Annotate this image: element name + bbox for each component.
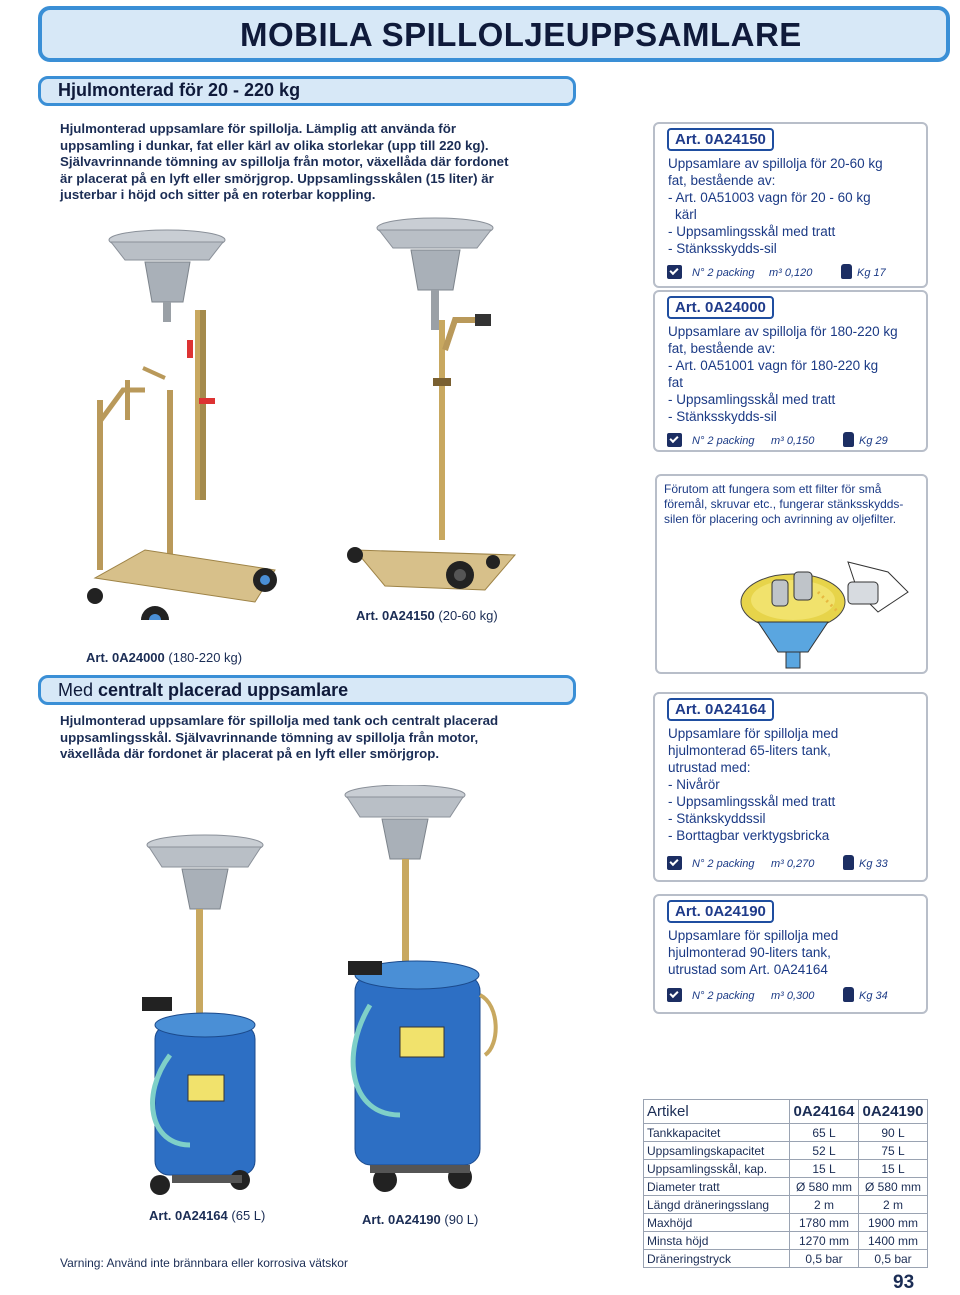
desc-line: - Nivårör xyxy=(668,777,720,792)
page-title: MOBILA SPILLOLJEUPPSAMLARE xyxy=(240,16,802,53)
box-icon xyxy=(667,265,682,279)
desc-line: Uppsamlare av spillolja för 20-60 kg xyxy=(668,156,883,171)
weight-icon xyxy=(841,264,852,279)
table-row xyxy=(644,1160,928,1178)
table-cell: 1400 mm xyxy=(859,1232,928,1250)
desc-line: - Stänkskyddssil xyxy=(668,811,766,826)
caption-size: (65 L) xyxy=(227,1208,266,1223)
desc-line: hjulmonterad 90-liters tank, xyxy=(668,945,831,960)
table-cell: Uppsamlingskapacitet xyxy=(644,1142,790,1160)
intro-line: Självavrinnande tömning av spillolja från motor, växellåda där fordonet xyxy=(60,154,509,169)
caption-art: Art. 0A24190 xyxy=(362,1212,441,1227)
packing-weight: Kg 34 xyxy=(859,990,888,1002)
intro-line: uppsamlingsskål. Självavrinnande tömning av spillolja från motor, xyxy=(60,729,479,745)
table-cell: 2 m xyxy=(859,1196,928,1214)
desc-line: kärl xyxy=(675,207,697,222)
intro-line: Hjulmonterad uppsamlare för spillolja. Lämplig att använda för xyxy=(60,121,457,136)
article-number: Art. 0A24000 xyxy=(667,296,774,319)
caption-art: Art. 0A24150 xyxy=(356,608,435,623)
intro-line: Hjulmonterad uppsamlare för spillolja med tank och centralt placerad xyxy=(60,713,499,728)
table-cell: 2 m xyxy=(790,1196,859,1214)
desc-line: utrustad som Art. 0A24164 xyxy=(668,962,828,977)
article-box-0A24164 xyxy=(653,692,928,882)
table-cell: 65 L xyxy=(790,1124,859,1142)
desc-line: fat, bestående av: xyxy=(668,341,776,356)
box-icon xyxy=(667,433,682,447)
intro-line: uppsamling i dunkar, fat eller kärl av olika storlekar (upp till 220 kg). xyxy=(60,137,489,153)
desc-line: fat, bestående av: xyxy=(668,173,776,188)
article-box-0A24000 xyxy=(653,290,928,452)
packing-volume: m³ 0,120 xyxy=(769,267,813,279)
packing-volume: m³ 0,300 xyxy=(771,990,815,1002)
filter-sieve-image xyxy=(738,552,923,670)
warning-note: Varning: Använd inte brännbara eller korrosiva vätskor xyxy=(60,1256,348,1270)
table-cell: Tankkapacitet xyxy=(644,1124,790,1142)
desc-line: fat xyxy=(668,375,684,390)
desc-line: utrustad med: xyxy=(668,760,751,775)
desc-line: hjulmonterad 65-liters tank, xyxy=(668,743,831,758)
table-row xyxy=(644,1142,928,1160)
caption-size: (180-220 kg) xyxy=(164,650,243,665)
tank-units-image xyxy=(100,785,530,1205)
table-header-cell: 0A24164 xyxy=(790,1100,859,1124)
section2-title-plain: Med xyxy=(58,680,99,700)
table-cell: Längd dräneringsslang xyxy=(644,1196,790,1214)
article-description xyxy=(668,927,926,978)
packing-row xyxy=(655,431,926,453)
caption-0A24000 xyxy=(86,650,242,665)
info-line: föremål, skruvar etc., fungerar stänksskydds- xyxy=(664,497,904,511)
table-cell: 0,5 bar xyxy=(790,1250,859,1268)
box-icon xyxy=(667,856,682,870)
info-line: silen för placering och avrinning av oljefilter. xyxy=(664,512,897,526)
desc-line: - Art. 0A51003 vagn för 20 - 60 kg xyxy=(668,190,871,205)
table-cell: 15 L xyxy=(790,1160,859,1178)
article-box-0A24190 xyxy=(653,894,928,1014)
article-description xyxy=(668,155,926,257)
table-cell: 52 L xyxy=(790,1142,859,1160)
caption-0A24150 xyxy=(356,608,498,623)
table-row xyxy=(644,1178,928,1196)
intro-paragraph xyxy=(60,121,540,204)
desc-line: Uppsamlare för spillolja med xyxy=(668,726,839,741)
packing-row xyxy=(655,263,926,285)
desc-line: - Stänksskydds-sil xyxy=(668,241,777,256)
desc-line: - Uppsamlingsskål med tratt xyxy=(668,794,836,809)
caption-0A24164 xyxy=(149,1208,265,1223)
table-cell: 1900 mm xyxy=(859,1214,928,1232)
section2-title xyxy=(58,680,348,701)
table-cell: 1780 mm xyxy=(790,1214,859,1232)
packing-weight: Kg 29 xyxy=(859,435,888,447)
desc-line: - Art. 0A51001 vagn för 180-220 kg xyxy=(668,358,879,373)
packing-volume: m³ 0,150 xyxy=(771,435,815,447)
desc-line: Uppsamlare av spillolja för 180-220 kg xyxy=(668,324,898,339)
desc-line: Uppsamlare för spillolja med xyxy=(668,928,839,943)
section2-intro xyxy=(60,713,540,763)
desc-line: - Borttagbar verktygsbricka xyxy=(668,828,830,843)
packing-weight: Kg 17 xyxy=(857,267,886,279)
section-subtitle: Hjulmonterad för 20 - 220 kg xyxy=(58,80,301,100)
caption-0A24190 xyxy=(362,1212,478,1227)
article-box-0A24150 xyxy=(653,122,928,288)
packing-count: N° 2 packing xyxy=(692,267,755,279)
packing-volume: m³ 0,270 xyxy=(771,858,815,870)
caption-art: Art. 0A24164 xyxy=(149,1208,228,1223)
packing-weight: Kg 33 xyxy=(859,858,888,870)
section2-title-bold: centralt placerad uppsamlare xyxy=(98,680,349,700)
table-row xyxy=(644,1124,928,1142)
article-number: Art. 0A24150 xyxy=(667,128,774,151)
weight-icon xyxy=(843,855,854,870)
table-cell: 1270 mm xyxy=(790,1232,859,1250)
packing-row xyxy=(655,986,926,1008)
table-header-row xyxy=(644,1100,928,1124)
intro-line: justerbar i höjd och sitter på en roterbar koppling. xyxy=(60,187,376,202)
table-header-cell: Artikel xyxy=(644,1100,790,1124)
intro-line: växellåda där fordonet är placerat på en lyft eller smörjgrop. xyxy=(60,746,440,761)
filter-info-text xyxy=(664,482,926,527)
table-row xyxy=(644,1250,928,1268)
article-number: Art. 0A24190 xyxy=(667,900,774,923)
article-description xyxy=(668,725,926,844)
table-row xyxy=(644,1196,928,1214)
box-icon xyxy=(667,988,682,1002)
intro-line: är placerat på en lyft eller smörjgrop. Uppsamlingsskålen (15 liter) är xyxy=(60,170,494,186)
info-line: Förutom att fungera som ett filter för små xyxy=(664,482,882,496)
packing-count: N° 2 packing xyxy=(692,435,755,447)
table-cell: 15 L xyxy=(859,1160,928,1178)
drum-carts-image xyxy=(55,210,525,620)
table-cell: Uppsamlingsskål, kap. xyxy=(644,1160,790,1178)
packing-count: N° 2 packing xyxy=(692,858,755,870)
table-cell: Minsta höjd xyxy=(644,1232,790,1250)
page-number: 93 xyxy=(893,1272,915,1293)
table-cell: 75 L xyxy=(859,1142,928,1160)
table-cell: 0,5 bar xyxy=(859,1250,928,1268)
weight-icon xyxy=(843,432,854,447)
table-header-cell: 0A24190 xyxy=(859,1100,928,1124)
spec-table xyxy=(643,1099,928,1268)
desc-line: - Uppsamlingsskål med tratt xyxy=(668,392,836,407)
desc-line: - Stänksskydds-sil xyxy=(668,409,777,424)
table-cell: 90 L xyxy=(859,1124,928,1142)
weight-icon xyxy=(843,987,854,1002)
caption-size: (90 L) xyxy=(440,1212,479,1227)
packing-count: N° 2 packing xyxy=(692,990,755,1002)
caption-art: Art. 0A24000 xyxy=(86,650,165,665)
table-row xyxy=(644,1214,928,1232)
table-cell: Ø 580 mm xyxy=(790,1178,859,1196)
table-row xyxy=(644,1232,928,1250)
caption-size: (20-60 kg) xyxy=(434,608,498,623)
article-description xyxy=(668,323,926,425)
table-cell: Ø 580 mm xyxy=(859,1178,928,1196)
table-cell: Maxhöjd xyxy=(644,1214,790,1232)
table-cell: Dräneringstryck xyxy=(644,1250,790,1268)
article-number: Art. 0A24164 xyxy=(667,698,774,721)
packing-row xyxy=(655,854,926,876)
table-cell: Diameter tratt xyxy=(644,1178,790,1196)
desc-line: - Uppsamlingsskål med tratt xyxy=(668,224,836,239)
